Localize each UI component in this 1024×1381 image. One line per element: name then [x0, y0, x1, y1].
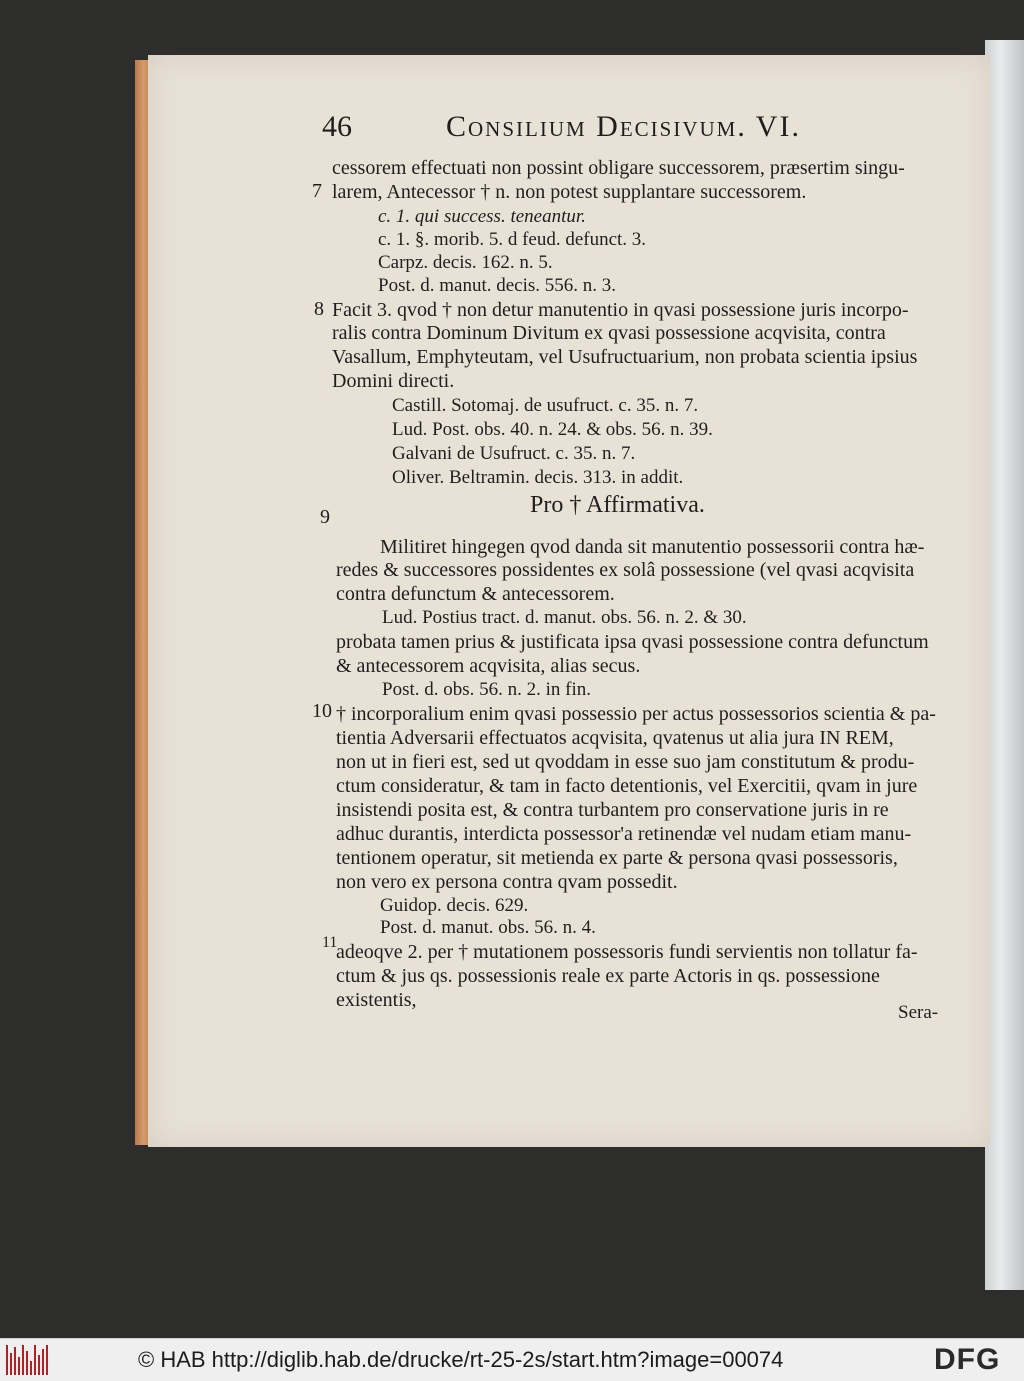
- text-line: existentis,: [336, 989, 417, 1011]
- page-number: 46: [322, 110, 352, 143]
- citation-line: Castill. Sotomaj. de usufruct. c. 35. n. 7.: [392, 395, 699, 416]
- text-line: † incorporalium enim qvasi possessio per actus possessorios scientia & pa-: [336, 703, 936, 725]
- dfg-logo: DFG: [934, 1343, 1001, 1376]
- catchword: Sera-: [898, 1002, 939, 1023]
- text-line: non vero ex persona contra qvam possedit.: [336, 871, 678, 893]
- text-line: non ut in fieri est, sed ut qvoddam in esse suo jam constitutum & produ-: [336, 751, 915, 773]
- text-line: insistendi posita est, & contra turbantem pro conservatione juris in re: [336, 799, 889, 821]
- text-line: tientia Adversarii effectuatos acqvisita, qvatenus ut alia jura IN REM,: [336, 727, 894, 749]
- margin-number: 11: [322, 934, 338, 951]
- text-line: contra defunctum & antecessorem.: [336, 583, 615, 605]
- text-line: probata tamen prius & justificata ipsa qvasi possessione contra defunctum: [336, 631, 929, 653]
- text-line: Militiret hingegen qvod danda sit manutentio possessorii contra hæ-: [380, 536, 925, 558]
- copyright-url[interactable]: © HAB http://diglib.hab.de/drucke/rt-25-2s/start.htm?image=00074: [138, 1347, 784, 1372]
- text-line: adhuc durantis, interdicta possessor'a retinendæ vel nudam etiam manu-: [336, 823, 912, 845]
- margin-number: 8: [314, 298, 324, 320]
- citation-line: Lud. Post. obs. 40. n. 24. & obs. 56. n. 39.: [392, 419, 713, 440]
- citation-line: Galvani de Usufruct. c. 35. n. 7.: [392, 443, 636, 464]
- margin-number: 7: [312, 180, 322, 202]
- running-title: Consilium Decisivum. VI.: [446, 110, 801, 143]
- page-edge: [135, 60, 149, 1145]
- citation-line: Carpz. decis. 162. n. 5.: [378, 252, 553, 273]
- section-heading: Pro † Affirmativa.: [530, 492, 705, 518]
- citation-line: Post. d. obs. 56. n. 2. in fin.: [382, 679, 592, 700]
- text-line: Facit 3. qvod † non detur manutentio in qvasi possessione juris incorpo-: [332, 299, 909, 321]
- citation-line: Post. d. manut. decis. 556. n. 3.: [378, 275, 617, 296]
- text-line: Domini directi.: [332, 370, 455, 392]
- text-line: & antecessorem acqvisita, alias secus.: [336, 655, 641, 677]
- page-header: [322, 110, 882, 150]
- margin-number: 10: [312, 700, 332, 722]
- barcode-logo: [6, 1345, 50, 1375]
- text-line: cessorem effectuati non possint obligare successorem, præsertim singu-: [332, 157, 905, 179]
- citation-line: Lud. Postius tract. d. manut. obs. 56. n. 2. & 30.: [382, 607, 747, 628]
- citation-line: Guidop. decis. 629.: [380, 895, 529, 916]
- text-line: ralis contra Dominum Divitum ex qvasi possessione acqvisita, contra: [332, 322, 886, 344]
- adjacent-page-strip: [985, 40, 1024, 1290]
- text-line: larem, Antecessor † n. non potest supplantare successorem.: [332, 181, 807, 203]
- text-line: ctum consideratur, & tam in facto detentionis, vel Exercitii, qvam in jure: [336, 775, 918, 797]
- citation-line: Oliver. Beltramin. decis. 313. in addit.: [392, 467, 684, 488]
- text-line: tentionem operatur, sit metienda ex parte & persona qvasi possessoris,: [336, 847, 898, 869]
- margin-number: 9: [320, 506, 330, 528]
- text-line: adeoqve 2. per † mutationem possessoris fundi servientis non tollatur fa-: [336, 941, 918, 963]
- citation-line: c. 1. §. morib. 5. d feud. defunct. 3.: [378, 229, 647, 250]
- text-line: redes & successores possidentes ex solâ possessione (vel qvasi acqvisita: [336, 559, 915, 581]
- citation-line: Post. d. manut. obs. 56. n. 4.: [380, 917, 596, 938]
- text-line: ctum & jus qs. possessionis reale ex parte Actoris in qs. possessione: [336, 965, 880, 987]
- footer-bar: [0, 1338, 1024, 1381]
- citation-line: c. 1. qui success. teneantur.: [378, 206, 586, 227]
- text-line: Vasallum, Emphyteutam, vel Usufructuarium, non probata scientia ipsius: [332, 346, 918, 368]
